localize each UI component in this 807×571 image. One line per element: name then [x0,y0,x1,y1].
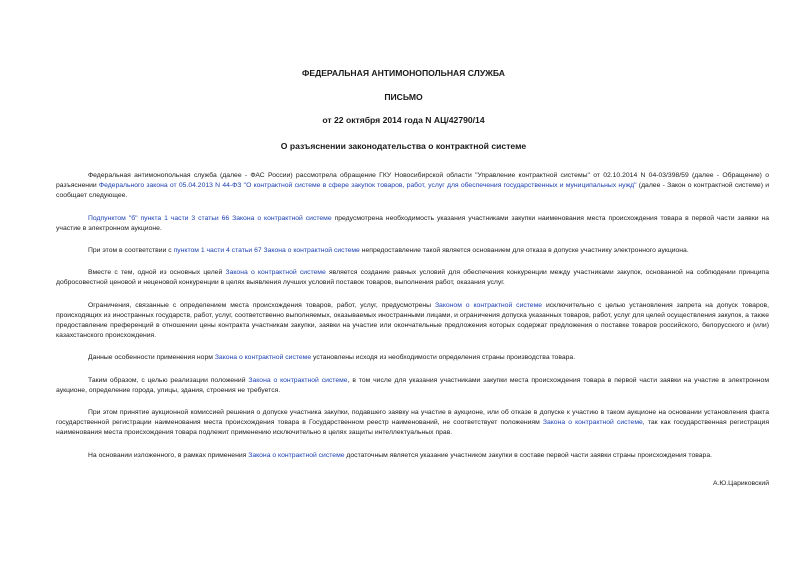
law-link-article-67[interactable]: пунктом 1 части 4 статьи 67 Закона о контрактной системе [173,247,360,255]
paragraph-6 [56,353,769,363]
paragraph-7 [56,376,769,396]
law-link[interactable]: Закона о контрактной системе [225,269,326,277]
document-subject: О разъяснении законодательства о контрактной системе [280,141,527,151]
paragraph-text: На основании изложенного, в рамках применения [88,451,249,459]
paragraph-text: При этом в соответствии с [88,247,174,255]
law-link[interactable]: Закона о контрактной системе [248,376,348,384]
paragraph-5 [56,301,769,342]
paragraph-text: является создание равных условий для обеспечения конкуренции между участниками закупок, основанной на соблюдении принципа добросовестной ценовой и неценовой конкуренции в целях выявления лучших условий поставок товаров, выполнения работ, оказания услуг. [56,269,770,287]
paragraph-text: Ограничения, связанные с определением места происхождения товаров, работ, услуг, предусмотрены [88,301,435,309]
letter-body [56,171,769,473]
paragraph-text: Вместе с тем, одной из основных целей [88,269,226,277]
paragraph-text: Федеральная антимонопольная служба (далее - ФАС России) рассмотрела обращение ГКУ Новосибирской области "Управление контрактной системы" от 02.10.2014 N 04-03/398/59 (далее - Обращение) о разъяснении [56,172,769,190]
paragraph-1 [56,171,769,202]
paragraph-8 [56,408,769,439]
organization-title: ФЕДЕРАЛЬНАЯ АНТИМОНОПОЛЬНАЯ СЛУЖБА [302,68,505,78]
document-type: ПИСЬМО [384,92,423,102]
law-link-44fz[interactable]: Федерального закона от 05.04.2013 N 44-ФЗ "О контрактной системе в сфере закупок товаров, работ, услуг для обеспечения государственных и муниципальных нужд" [98,182,637,190]
paragraph-text: предусмотрена необходимость указания участниками закупки наименования места происхождения товара в первой части заявки на участие в электронном аукционе. [56,214,769,232]
paragraph-3 [56,246,769,256]
paragraph-text: достаточным является указание участником закупки в составе первой части заявки страны происхождения товара. [344,451,713,459]
law-link[interactable]: Законом о контрактной системе [434,301,543,309]
paragraph-9 [56,451,769,461]
law-link[interactable]: Закона о контрактной системе [248,451,345,459]
paragraph-text: непредоставление такой является основанием для отказа в допуске участнику электронного аукциона. [359,247,689,255]
paragraph-2 [56,214,769,234]
signature: А.Ю.Цариковский [712,480,769,487]
law-link-article-66[interactable]: Подпунктом "б" пункта 1 части 3 статьи 66 Закона о контрактной системе [88,214,332,222]
paragraph-text: установлены исходя из необходимости определения страны производства товара. [311,354,576,362]
paragraph-text: , в том числе для указания участниками закупки места происхождения товара в первой части заявки на участие в электронном аукционе, определение города, улицы, здания, строения не требуется. [56,376,769,394]
law-link[interactable]: Закона о контрактной системе [214,354,312,362]
document-date-number: от 22 октября 2014 года N АЦ/42790/14 [322,115,485,125]
paragraph-text: (далее - Закон о контрактной системе) и сообщает следующее. [56,182,769,200]
paragraph-text: Данные особенности применения норм [88,354,215,362]
paragraph-4 [56,268,769,288]
paragraph-text: , так как государственная регистрация наименования места происхождения товара подлежит применению исключительно в целях защиты интеллектуальных прав. [56,419,770,437]
paragraph-text: Таким образом, с целью реализации положений [88,376,249,384]
law-link[interactable]: Закона о контрактной системе [542,419,643,427]
paragraph-text: При этом принятие аукционной комиссией решения о допуске участника закупки, подавшего заявку на участие в аукционе, или об отказе в допуске к участию в таком аукционе на основании установления факта государственной регистрации наименования места происхождения товара в Государственном реестр наименований, не соответствует положениям [56,409,769,427]
paragraph-text: исключительно с целью установления запрета на допуск товаров, происходящих из иностранных государств, работ, услуг, соответственно выполняемых, оказываемых иностранными лицами, и ограничения допуска указанных товаров, работ, услуг для целей осуществления закупок, а также предоставление преференций в отношении цены контракта участникам закупки, заявки на участие или окончательные предложения которых содержат предложения о поставке товаров российского, белорусского и (или) казахстанского происхождения. [56,301,770,340]
